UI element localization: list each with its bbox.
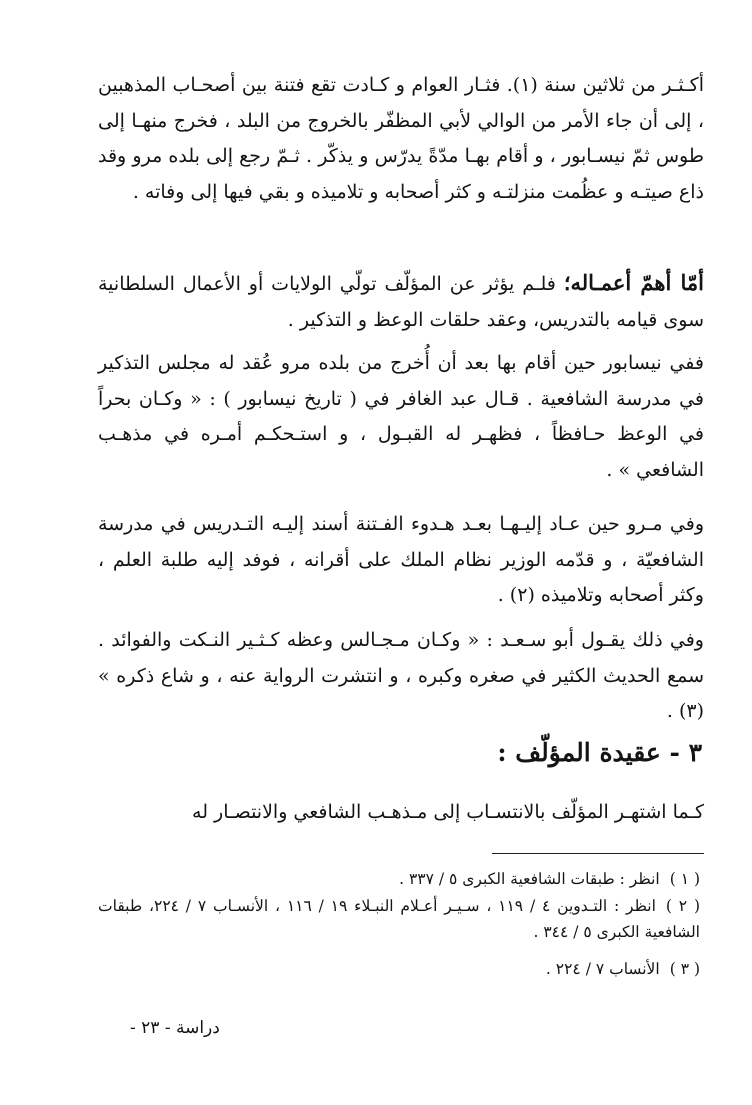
paragraph-works: [98, 265, 704, 338]
footnote-2: [98, 893, 700, 945]
footnote-divider: [492, 853, 704, 854]
paragraph-nishapur: ففي نيسابور حين أقام بها بعد أن أُخرج من بلده مرو عُقد له مجلس التذكير في مدرسة الشافعية . قـال عبد الغافر في ( تاريخ نيسابور ) : « وكـان بحراً في الوعظ حـافظاً ، فظهـر له القبـول ، و استـحكـم أمـره في مذهـب الشافعي » .: [98, 352, 704, 481]
footnote-text: انظر : طبقات الشافعية الكبرى ٥ / ٣٣٧ .: [399, 870, 660, 888]
footnote-text: الأنساب ٧ / ٢٢٤ .: [545, 960, 660, 978]
footnote-number: ( ٢ ): [665, 897, 700, 915]
footnote-3: [98, 956, 700, 982]
footnote-number: ( ١ ): [669, 870, 700, 888]
paragraph-abu-saad-quote: وفي ذلك يقـول أبو سـعـد : « وكـان مـجـالس وعظه كـثـير النـكت والفوائد . سمع الحديث الكثير في صغره وكبره ، و انتشرت الرواية عنه ، و شاع ذكره » (٣) .: [98, 629, 704, 722]
footnote-number: ( ٣ ): [669, 960, 700, 978]
paragraph-biography: أكـثـر من ثلاثين سنة (١). فثـار العوام و كـادت تقع فتنة بين أصحـاب المذهبين ، إلى أن جاء الأمر من الوالي لأبي المظفّر بالخروج من البلد ، فخرج منهـا إلى طوس ثمّ نيسـابور ، و أقام بهـا مدّةً يدرّس و يذكّر . ثـمّ رجع إلى بلده مرو وقد ذاع صيتـه و عظُمت منزلتـه و كثر أصحابه و تلاميذه و بقي فيها إلى وفاته .: [98, 74, 704, 203]
paragraph-works-body: فلـم يؤثر عن المؤلّف تولّي الولايات أو الأعمال السلطانية سوى قيامه بالتدريس، وعقد حلقات الوعظ و التذكير .: [98, 273, 704, 331]
page-number: دراسة - ٢٣ -: [130, 1018, 220, 1038]
footnote-text: انظر : التـدوين ٤ / ١١٩ ، سـيـر أعـلام النبـلاء ١٩ / ١١٦ ، الأنسـاب ٧ / ٢٢٤، طبقات الشافعية الكبرى ٥ / ٣٤٤ .: [98, 897, 700, 941]
section-heading: ٣ - عقيدة المؤلّف :: [497, 738, 702, 767]
paragraph-marw: وفي مـرو حين عـاد إليـهـا بعـد هـدوء الفـتنة أسند إليـه التـدريس في مدرسة الشافعيّة ، و قدّمه الوزير نظام الملك على أقرانه ، فوفد إليه طلبة العلم ، وكثر أصحابه وتلاميذه (٢) .: [98, 513, 704, 606]
footnote-1: [98, 866, 700, 892]
paragraph-works-lead: أمّا أهمّ أعمـاله؛: [563, 270, 704, 295]
paragraph-doctrine: كـما اشتهـر المؤلّف بالانتسـاب إلى مـذهـب الشافعي والانتصـار له: [192, 801, 704, 823]
